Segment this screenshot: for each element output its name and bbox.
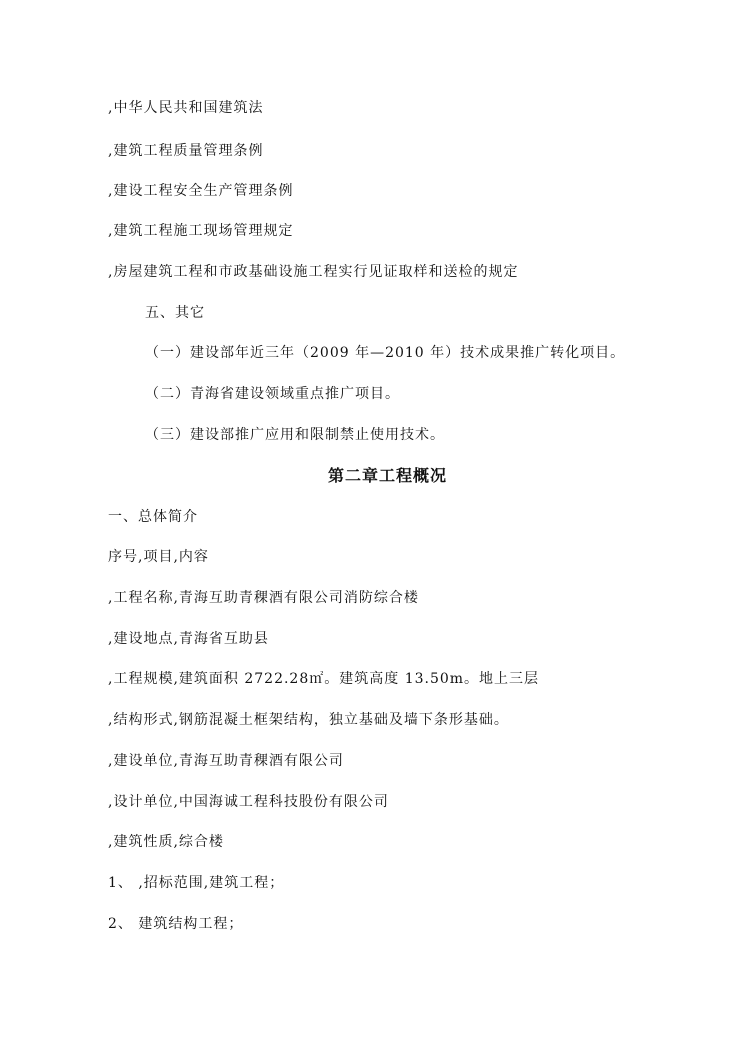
regulation-line: ,建筑工程施工现场管理规定 [108, 223, 294, 239]
section-five-title: 五、其它 [145, 305, 205, 321]
table-row: ,工程名称,青海互助青稞酒有限公司消防综合楼 [108, 590, 419, 606]
chapter-title: 第二章工程概况 [328, 466, 448, 485]
table-row: ,建设单位,青海互助青稞酒有限公司 [108, 753, 344, 769]
regulation-line: ,中华人民共和国建筑法 [108, 100, 264, 116]
table-row: ,结构形式,钢筋混凝土框架结构，独立基础及墙下条形基础。 [108, 712, 509, 728]
table-row: ,建设地点,青海省互助县 [108, 631, 269, 647]
section-five-item: （三）建设部推广应用和限制禁止使用技术。 [145, 427, 445, 443]
table-row: ,建筑性质,综合楼 [108, 834, 224, 850]
section-five-item: （一）建设部年近三年（2009 年—2010 年）技术成果推广转化项目。 [145, 345, 626, 361]
numbered-item: 1、 ,招标范围,建筑工程； [108, 875, 285, 891]
table-header: 序号,项目,内容 [108, 549, 209, 565]
section-subtitle: 一、总体简介 [108, 509, 198, 525]
regulation-line: ,房屋建筑工程和市政基础设施工程实行见证取样和送检的规定 [108, 264, 519, 280]
numbered-item: 2、 建筑结构工程； [108, 916, 244, 932]
regulation-line: ,建筑工程质量管理条例 [108, 143, 264, 159]
regulation-line: ,建设工程安全生产管理条例 [108, 183, 294, 199]
section-five-item: （二）青海省建设领域重点推广项目。 [145, 386, 400, 402]
table-row: ,设计单位,中国海诚工程科技股份有限公司 [108, 794, 389, 810]
table-row: ,工程规模,建筑面积 2722.28㎡。建筑高度 13.50m。地上三层 [108, 671, 540, 687]
